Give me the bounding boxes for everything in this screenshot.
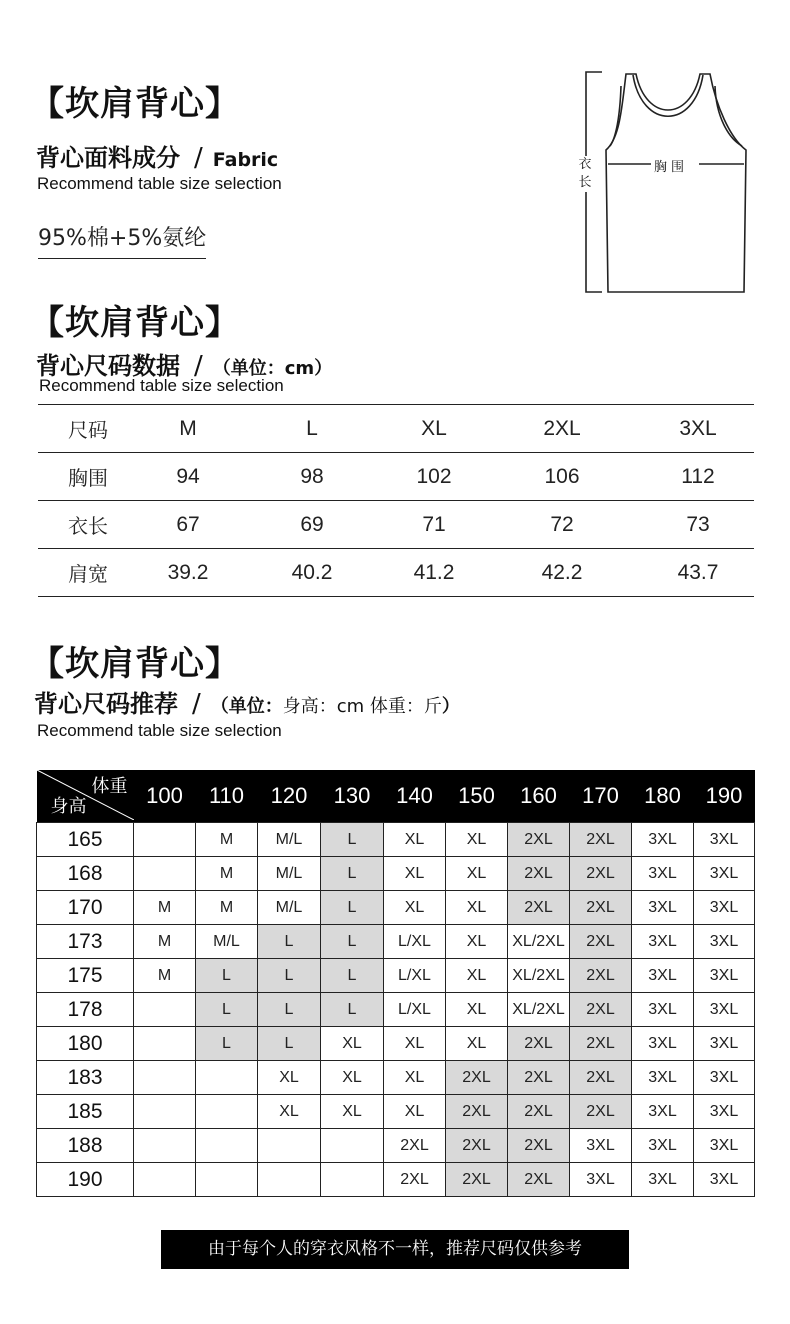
size-recommendation-cell: M (134, 891, 196, 925)
size-recommendation-cell: XL (384, 857, 446, 891)
size-recommendation-cell: 2XL (446, 1129, 508, 1163)
height-label: 185 (37, 1095, 134, 1129)
section3-unit (211, 696, 460, 717)
size-recommendation-cell: 2XL (508, 857, 570, 891)
size-recommendation-cell: L (321, 857, 384, 891)
weight-header-cell: 170 (570, 770, 632, 823)
size-recommendation-cell: L (258, 959, 321, 993)
table-row (37, 1095, 755, 1129)
size-recommendation-cell: 3XL (570, 1163, 632, 1197)
size-recommendation-cell: XL (258, 1061, 321, 1095)
size-recommendation-cell: 2XL (570, 925, 632, 959)
section2-unit: （单位：cm） (212, 358, 333, 379)
height-label: 180 (37, 1027, 134, 1061)
size-recommendation-cell: XL (321, 1061, 384, 1095)
size-recommendation-cell: 2XL (570, 959, 632, 993)
size-recommendation-cell: 3XL (570, 1129, 632, 1163)
weight-header-cell: 130 (321, 770, 384, 823)
size-cell: 41.2 (386, 549, 482, 597)
size-recommendation-cell: XL (446, 993, 508, 1027)
size-recommendation-cell: 2XL (384, 1163, 446, 1197)
size-header-cell: 尺码 (38, 405, 138, 453)
section1-title: 【坎肩背心】 (30, 84, 240, 124)
size-recommendation-cell: XL (446, 823, 508, 857)
size-recommendation-cell: 3XL (632, 1095, 694, 1129)
table-row (37, 1061, 755, 1095)
size-recommendation-cell: M (134, 925, 196, 959)
size-recommendation-cell: XL (384, 1027, 446, 1061)
weight-header-row (37, 770, 755, 823)
size-row-label: 衣长 (38, 501, 138, 549)
table-row (37, 959, 755, 993)
height-label: 183 (37, 1061, 134, 1095)
size-recommendation-cell: 3XL (694, 857, 755, 891)
section3-title: 【坎肩背心】 (30, 644, 240, 684)
size-recommendation-cell: 3XL (632, 993, 694, 1027)
table-row (37, 1027, 755, 1061)
size-recommendation-cell: L/XL (384, 959, 446, 993)
size-recommendation-cell (134, 1129, 196, 1163)
size-header-cell: XL (386, 405, 482, 453)
table-row (37, 993, 755, 1027)
section3-recommend: Recommend table size selection (37, 721, 282, 740)
size-recommendation-cell (321, 1163, 384, 1197)
size-recommendation-cell: 2XL (384, 1129, 446, 1163)
size-recommendation-cell: 3XL (632, 857, 694, 891)
corner-height-label: 身高 (50, 796, 87, 817)
size-recommendation-cell: XL (446, 891, 508, 925)
height-label: 190 (37, 1163, 134, 1197)
size-row-chest (38, 453, 754, 501)
size-recommendation-cell (134, 857, 196, 891)
size-cell: 39.2 (138, 549, 238, 597)
size-recommendation-cell: XL (321, 1095, 384, 1129)
size-row-label: 胸围 (38, 453, 138, 501)
table-row (37, 1129, 755, 1163)
size-recommendation-cell: 2XL (508, 1061, 570, 1095)
size-cell: 69 (238, 501, 386, 549)
size-recommendation-cell: L (321, 959, 384, 993)
table-row (37, 925, 755, 959)
size-recommendation-cell: XL (384, 1095, 446, 1129)
size-recommendation-cell: 3XL (632, 1027, 694, 1061)
table-row (37, 823, 755, 857)
size-recommendation-cell: 3XL (632, 959, 694, 993)
size-recommendation-cell: L/XL (384, 925, 446, 959)
size-recommendation-cell: 3XL (632, 1163, 694, 1197)
section3-unit-suffix: ） (441, 696, 460, 717)
weight-header-cell: 150 (446, 770, 508, 823)
size-cell: 98 (238, 453, 386, 501)
size-recommendation-cell (134, 993, 196, 1027)
corner-header (37, 770, 134, 823)
section2-recommend: Recommend table size selection (39, 376, 284, 395)
size-recommendation-cell: 3XL (694, 823, 755, 857)
size-recommendation-cell: XL (384, 823, 446, 857)
size-recommendation-cell: 3XL (632, 891, 694, 925)
size-recommendation-cell (134, 1061, 196, 1095)
size-recommendation-cell: 2XL (508, 1129, 570, 1163)
size-recommendation-cell: 3XL (694, 1163, 755, 1197)
height-label: 165 (37, 823, 134, 857)
size-recommendation-cell: 2XL (508, 823, 570, 857)
size-recommendation-table (36, 770, 755, 1197)
size-recommendation-cell: L (196, 959, 258, 993)
size-row-length (38, 501, 754, 549)
size-cell: 43.7 (642, 549, 754, 597)
size-recommendation-cell: 3XL (694, 1129, 755, 1163)
section1-recommend: Recommend table size selection (37, 174, 282, 193)
size-cell: 102 (386, 453, 482, 501)
size-recommendation-cell: 2XL (570, 823, 632, 857)
size-recommendation-cell (196, 1163, 258, 1197)
section1-slash: / (194, 143, 203, 173)
size-cell: 94 (138, 453, 238, 501)
height-label: 178 (37, 993, 134, 1027)
weight-header-cell: 160 (508, 770, 570, 823)
size-cell: 67 (138, 501, 238, 549)
fabric-composition: 95%棉+5%氨纶 (38, 221, 206, 259)
size-cell: 42.2 (482, 549, 642, 597)
size-recommendation-cell: XL (258, 1095, 321, 1129)
size-recommendation-cell: L/XL (384, 993, 446, 1027)
height-label: 168 (37, 857, 134, 891)
size-recommendation-cell: XL (321, 1027, 384, 1061)
footer-note: 由于每个人的穿衣风格不一样，推荐尺码仅供参考 (161, 1230, 629, 1269)
size-recommendation-cell: 2XL (570, 1061, 632, 1095)
size-recommendation-cell: XL (446, 1027, 508, 1061)
size-cell: 73 (642, 501, 754, 549)
size-recommendation-cell: L (321, 891, 384, 925)
size-recommendation-cell: L (321, 993, 384, 1027)
height-label: 175 (37, 959, 134, 993)
size-recommendation-cell: M (196, 891, 258, 925)
size-recommendation-cell: 2XL (570, 1095, 632, 1129)
size-recommendation-cell: 3XL (694, 891, 755, 925)
tank-top-diagram (578, 66, 758, 298)
size-recommendation-cell: 2XL (446, 1095, 508, 1129)
size-recommendation-cell: 2XL (508, 1027, 570, 1061)
length-label: 衣长 (576, 156, 594, 192)
section3-subtitle: 背心尺码推荐 (34, 690, 178, 718)
size-recommendation-cell: XL/2XL (508, 959, 570, 993)
size-recommendation-cell: M/L (258, 857, 321, 891)
size-recommendation-cell: 3XL (632, 925, 694, 959)
section1-subtitle: 背心面料成分 (36, 144, 180, 172)
size-cell: 71 (386, 501, 482, 549)
size-header-cell: L (238, 405, 386, 453)
size-recommendation-cell: 3XL (694, 1095, 755, 1129)
size-recommendation-cell: 3XL (694, 925, 755, 959)
size-recommendation-cell: M/L (258, 823, 321, 857)
size-recommendation-cell: 3XL (632, 1129, 694, 1163)
section2-title: 【坎肩背心】 (30, 303, 240, 343)
height-label: 173 (37, 925, 134, 959)
size-recommendation-cell: XL (446, 925, 508, 959)
size-header-cell: M (138, 405, 238, 453)
size-recommendation-cell: 3XL (632, 1061, 694, 1095)
size-cell: 106 (482, 453, 642, 501)
weight-header-cell: 180 (632, 770, 694, 823)
table-row (37, 891, 755, 925)
size-recommendation-cell: M (196, 857, 258, 891)
size-recommendation-cell: XL/2XL (508, 925, 570, 959)
size-recommendation-cell (196, 1061, 258, 1095)
size-row-shoulder (38, 549, 754, 597)
size-recommendation-cell (258, 1163, 321, 1197)
section3-slash: / (192, 689, 201, 719)
size-recommendation-cell: 2XL (570, 857, 632, 891)
size-recommendation-cell: 3XL (694, 993, 755, 1027)
size-header-row (38, 405, 754, 453)
size-recommendation-cell (196, 1095, 258, 1129)
weight-header-cell: 100 (134, 770, 196, 823)
size-recommendation-cell (196, 1129, 258, 1163)
weight-header-cell: 110 (196, 770, 258, 823)
size-recommendation-cell: 2XL (446, 1061, 508, 1095)
size-recommendation-cell: L (196, 993, 258, 1027)
size-recommendation-cell: 2XL (508, 891, 570, 925)
weight-header-cell: 190 (694, 770, 755, 823)
size-recommendation-cell: M (196, 823, 258, 857)
size-recommendation-cell: L (196, 1027, 258, 1061)
size-recommendation-cell: XL (446, 857, 508, 891)
size-recommendation-cell: XL/2XL (508, 993, 570, 1027)
size-recommendation-cell: 3XL (694, 1061, 755, 1095)
size-recommendation-cell: XL (384, 891, 446, 925)
size-recommendation-cell: 2XL (508, 1095, 570, 1129)
size-recommendation-cell: L (258, 1027, 321, 1061)
size-recommendation-cell: M/L (258, 891, 321, 925)
size-recommendation-cell: L (321, 823, 384, 857)
size-recommendation-cell: 3XL (694, 959, 755, 993)
size-recommendation-cell (258, 1129, 321, 1163)
size-recommendation-cell (321, 1129, 384, 1163)
size-recommendation-cell (134, 823, 196, 857)
size-recommendation-cell: 3XL (694, 1027, 755, 1061)
size-recommendation-cell: 3XL (632, 823, 694, 857)
section3-unit-prefix: （单位： (210, 696, 283, 717)
size-recommendation-cell: M/L (196, 925, 258, 959)
size-recommendation-cell: M (134, 959, 196, 993)
chest-label: 胸围 (654, 160, 689, 175)
size-recommendation-cell: 2XL (570, 891, 632, 925)
size-recommendation-cell: 2XL (570, 1027, 632, 1061)
size-header-cell: 2XL (482, 405, 642, 453)
size-row-label: 肩宽 (38, 549, 138, 597)
section3-subtitle-line (34, 684, 460, 719)
corner-weight-label: 体重 (91, 776, 128, 797)
section1-subtitle-en: Fabric (212, 149, 279, 171)
size-recommendation-cell: L (321, 925, 384, 959)
size-recommendation-cell (134, 1163, 196, 1197)
size-recommendation-cell: XL (384, 1061, 446, 1095)
height-label: 188 (37, 1129, 134, 1163)
size-cell: 40.2 (238, 549, 386, 597)
size-recommendation-cell: 2XL (508, 1163, 570, 1197)
size-recommendation-cell: L (258, 925, 321, 959)
weight-header-cell: 120 (258, 770, 321, 823)
size-recommendation-cell (134, 1027, 196, 1061)
size-data-table (38, 404, 754, 597)
size-recommendation-cell: L (258, 993, 321, 1027)
section2-subtitle: 背心尺码数据 (36, 352, 180, 380)
size-cell: 72 (482, 501, 642, 549)
height-label: 170 (37, 891, 134, 925)
size-recommendation-cell: XL (446, 959, 508, 993)
size-header-cell: 3XL (642, 405, 754, 453)
size-recommendation-cell: 2XL (446, 1163, 508, 1197)
section2-slash: / (194, 351, 203, 381)
size-cell: 112 (642, 453, 754, 501)
size-recommendation-cell: 2XL (570, 993, 632, 1027)
table-row (37, 857, 755, 891)
weight-header-cell: 140 (384, 770, 446, 823)
size-recommendation-cell (134, 1095, 196, 1129)
section3-unit-text: 身高：cm 体重：斤 (282, 696, 442, 717)
section1-subtitle-line (36, 138, 278, 173)
table-row (37, 1163, 755, 1197)
